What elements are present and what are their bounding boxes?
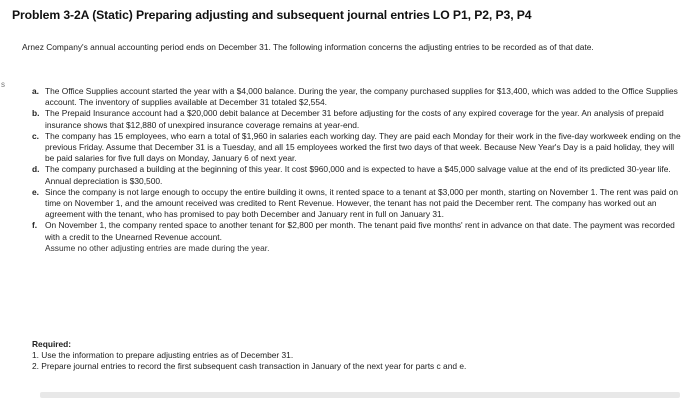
item-text: On November 1, the company rented space to another tenant for $2,800 per month. The tenant paid five months' rent in advance on that date. The payment was recorded with a credit to the Unearned Revenue account. [45, 220, 675, 242]
item-text: The company has 15 employees, who earn a total of $1,960 in salaries each working day. They are paid each Monday for their work in the five-day workweek ending on the previous Friday. Assume that December 31 is a Tuesday, and all 15 employees worked the first two days of that week. Because New Year's Day is a paid holiday, they will be paid salaries for five full days on Monday, January 6 of next year. [45, 130, 681, 164]
required-heading: Required: [32, 339, 72, 349]
item-letter: b. [32, 108, 40, 119]
problem-intro: Arnez Company's annual accounting period ends on December 31. The following information concerns the adjusting entries to be recorded as of that date. [22, 42, 594, 52]
item-text: The company purchased a building at the beginning of this year. It cost $960,000 and is expected to have a $45,000 salvage value at the end of its predicted 30-year life. Annual depreciation is $30,500. [45, 164, 671, 186]
item-text: The Office Supplies account started the year with a $4,000 balance. During the year, the company purchased supplies for $13,400, which was added to the Office Supplies account. The inventory of supplies available at December 31 totaled $2,554. [45, 86, 678, 108]
item-letter: c. [32, 130, 39, 141]
item-note: Assume no other adjusting entries are made during the year. [45, 242, 270, 253]
item-text: The Prepaid Insurance account had a $20,000 debit balance at December 31 before adjusting for the costs of any expired coverage for the year. An analysis of prepaid insurance shows that $12,880 of unexpired insurance coverage remains at year-end. [45, 108, 664, 130]
adjustment-items-list [22, 86, 682, 254]
required-item: 2. Prepare journal entries to record the first subsequent cash transaction in January of the next year for parts c and e. [32, 361, 467, 372]
scrollbar[interactable] [40, 392, 680, 398]
list-item [22, 108, 682, 130]
list-item [22, 164, 682, 186]
required-item: 1. Use the information to prepare adjusting entries as of December 31. [32, 350, 294, 361]
required-section [22, 339, 466, 373]
required-list [22, 350, 466, 372]
item-letter: d. [32, 164, 40, 175]
list-item [22, 187, 682, 221]
list-item [22, 131, 682, 165]
item-letter: a. [32, 86, 39, 96]
list-item [22, 220, 682, 254]
problem-title: Problem 3-2A (Static) Preparing adjusting and subsequent journal entries LO P1, P2, P3, P4 [12, 8, 532, 22]
item-letter: f. [32, 220, 38, 231]
list-item [22, 86, 682, 108]
margin-mark: s [1, 80, 5, 89]
item-text: Since the company is not large enough to occupy the entire building it owns, it rented space to a tenant at $3,000 per month, starting on November 1. The rent was paid on time on November 1, and the amount received was credited to Rent Revenue. However, the tenant has not paid the December rent. The company has worked out an agreement with the tenant, who has promised to pay both December and January rent in full on January 31. [45, 186, 679, 220]
item-letter: e. [32, 186, 39, 197]
